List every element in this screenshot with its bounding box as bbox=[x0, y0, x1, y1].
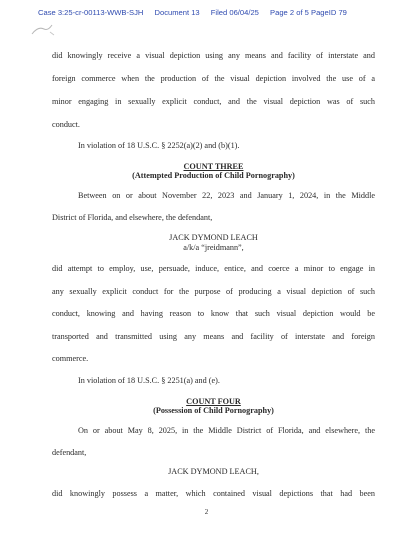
body-line: any sexually explicit conduct for the purpose of producing a visual depiction of such bbox=[52, 287, 375, 296]
count-heading: COUNT FOUR bbox=[186, 397, 241, 406]
body-line: did knowingly receive a visual depiction using any means and facility of interstate and bbox=[52, 51, 375, 60]
count-subheading: (Attempted Production of Child Pornography) bbox=[132, 171, 295, 180]
handwritten-mark-icon bbox=[30, 20, 58, 38]
body-line: conduct. bbox=[52, 120, 80, 129]
body-line: transported and transmitted using any means and facility of interstate and foreign bbox=[52, 332, 375, 341]
body-line: conduct, knowing and having reason to know that such visual depiction would be bbox=[52, 309, 375, 318]
body-line: District of Florida, and elsewhere, the defendant, bbox=[52, 213, 213, 222]
violation-statement: In violation of 18 U.S.C. § 2252(a)(2) and (b)(1). bbox=[78, 141, 240, 150]
case-number: Case 3:25-cr-00113-WWB-SJH bbox=[38, 8, 144, 17]
case-header bbox=[38, 8, 356, 17]
body-line: did knowingly possess a matter, which contained visual depictions that had been bbox=[52, 489, 375, 498]
defendant-name: JACK DYMOND LEACH bbox=[169, 233, 258, 242]
filed-date: Filed 06/04/25 bbox=[210, 8, 259, 17]
defendant-alias: a/k/a “jreidmann”, bbox=[183, 243, 244, 252]
count-heading: COUNT THREE bbox=[183, 162, 244, 171]
body-line: minor engaging in sexually explicit conduct, and the visual depiction was of such bbox=[52, 97, 375, 106]
body-line: foreign commerce when the production of the visual depiction involved the use of a bbox=[52, 74, 375, 83]
body-line: commerce. bbox=[52, 354, 89, 363]
body-line: defendant, bbox=[52, 448, 87, 457]
document-number: Document 13 bbox=[154, 8, 200, 17]
count-subheading: (Possession of Child Pornography) bbox=[153, 406, 274, 415]
page-number: 2 bbox=[204, 508, 209, 516]
body-line: On or about May 8, 2025, in the Middle District of Florida, and elsewhere, the bbox=[78, 426, 375, 435]
page-info: Page 2 of 5 PageID 79 bbox=[270, 8, 347, 17]
defendant-name: JACK DYMOND LEACH, bbox=[168, 467, 259, 476]
body-line: Between on or about November 22, 2023 and January 1, 2024, in the Middle bbox=[78, 191, 375, 200]
body-line: did attempt to employ, use, persuade, induce, entice, and coerce a minor to engage in bbox=[52, 264, 375, 273]
violation-statement: In violation of 18 U.S.C. § 2251(a) and (e). bbox=[78, 376, 220, 385]
